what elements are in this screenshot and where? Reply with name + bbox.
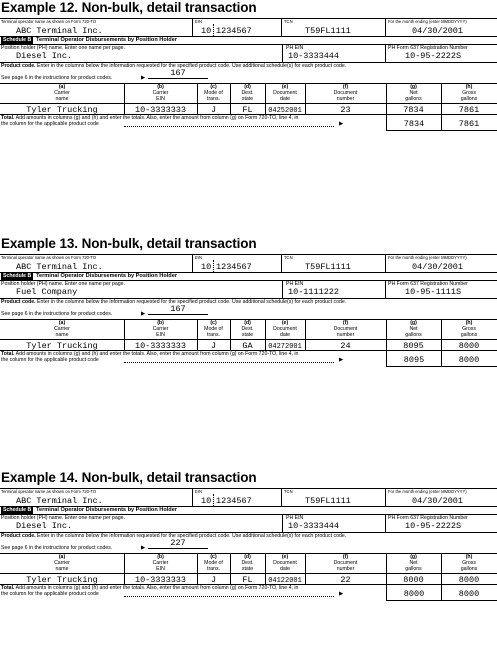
position-holder-value: Diesel Inc. xyxy=(16,521,73,531)
position-holder-value: Diesel Inc. xyxy=(16,51,73,61)
arrow-icon: ▶ xyxy=(339,591,344,597)
dot-leader xyxy=(124,126,334,127)
column-letter: (a) xyxy=(58,554,66,560)
terminal-operator-label: Terminal operator name as shown on Form 720-TO xyxy=(1,19,97,24)
column-label-line2: name xyxy=(55,96,69,102)
column-label-line2: trans. xyxy=(207,332,220,338)
column-label-line2: gallons xyxy=(460,566,478,572)
column-label-line2: number xyxy=(336,332,355,338)
column-letter: (f) xyxy=(342,84,349,90)
rule xyxy=(0,573,497,574)
terminal-operator-value: ABC Terminal Inc. xyxy=(16,262,103,272)
example-title: Example 14. Non-bulk, detail transaction xyxy=(1,470,257,485)
column-header xyxy=(230,554,265,572)
column-header xyxy=(441,84,497,102)
total-bold: Total. xyxy=(1,351,15,357)
ein-separator xyxy=(213,494,214,506)
doc-date-cell: 04122001 xyxy=(268,577,302,585)
ein-separator xyxy=(213,260,214,272)
product-code-value: 167 xyxy=(170,68,186,78)
product-code-value: 227 xyxy=(170,538,186,548)
carrier-ein-cell: 10-3333333 xyxy=(134,575,186,585)
tcn-value: T59FL1111 xyxy=(305,262,351,272)
column-label-line1: Carrier xyxy=(54,90,70,96)
example-title: Example 12. Non-bulk, detail transaction xyxy=(1,0,257,15)
rule xyxy=(386,600,497,601)
column-letter: (c) xyxy=(210,320,217,326)
column-label-line2: state xyxy=(241,566,254,572)
divider xyxy=(385,488,386,506)
mode-cell: J xyxy=(210,341,217,351)
column-label-line2: state xyxy=(241,96,254,102)
column-letter: (g) xyxy=(410,554,417,560)
column-letter: (e) xyxy=(281,320,289,326)
doc-number-cell: 22 xyxy=(340,575,351,585)
total-bold: Total. xyxy=(1,585,15,591)
column-label-line2: EIN xyxy=(156,566,165,572)
column-label-line2: gallons xyxy=(405,332,422,338)
column-letter: (b) xyxy=(157,320,164,326)
divider xyxy=(282,44,283,62)
column-letter: (d) xyxy=(244,84,251,90)
tcn-label: TCN xyxy=(284,489,293,494)
column-label-line1: Document xyxy=(333,326,358,332)
arrow-icon: ▶ xyxy=(339,357,344,363)
column-letter: (g) xyxy=(410,84,417,90)
column-label-line1: Document xyxy=(333,560,358,566)
ph-ein-label: PH EIN xyxy=(286,45,304,51)
column-label-line1: Carrier xyxy=(152,560,169,566)
column-label-line2: name xyxy=(55,566,69,572)
divider xyxy=(281,254,282,272)
example-section xyxy=(0,470,497,640)
column-label-line1: Dest. xyxy=(241,560,254,566)
schedule-title: Terminal Operator Disbursements by Position Holder xyxy=(36,507,178,513)
total-line2: the column for the applicable product code xyxy=(1,357,99,363)
gross-gallons-cell: 7861 xyxy=(458,105,480,115)
doc-date-cell: 04252001 xyxy=(268,107,302,115)
column-label-line1: Gross xyxy=(462,560,476,566)
column-label-line1: Mode of xyxy=(204,560,223,566)
column-label-line1: Mode of xyxy=(204,326,223,332)
column-header xyxy=(386,84,441,102)
divider xyxy=(192,18,193,36)
column-label-line1: Carrier xyxy=(54,326,70,332)
ph-form637-value: 10-95-1111S xyxy=(405,287,462,297)
column-header xyxy=(124,554,197,572)
carrier-name-cell: Tyler Trucking xyxy=(26,105,98,115)
column-letter: (h) xyxy=(465,320,473,326)
tcn-value: T59FL1111 xyxy=(305,26,351,36)
column-label-line1: Mode of xyxy=(204,90,223,96)
divider xyxy=(192,488,193,506)
total-line1: Add amounts in columns (g) and (h) and enter the totals. Also, enter the amount from column (g) on Form 720-TO, line 4, in xyxy=(15,585,299,591)
divider xyxy=(385,44,386,62)
column-letter: (e) xyxy=(281,554,289,560)
see-page-label: See page 6 in the instructions for product codes. xyxy=(1,75,113,81)
column-label-line1: Net xyxy=(409,326,418,332)
net-gallons-cell: 8095 xyxy=(403,341,424,351)
column-letter: (e) xyxy=(281,84,289,90)
total-line2: the column for the applicable product code xyxy=(1,591,99,597)
schedule-b-form xyxy=(0,18,497,168)
column-letter: (c) xyxy=(210,554,217,560)
column-letter: (h) xyxy=(465,554,473,560)
column-label-line1: Dest. xyxy=(241,90,254,96)
column-header xyxy=(0,554,124,572)
column-label-line1: Dest. xyxy=(241,326,254,332)
doc-number-cell: 24 xyxy=(340,341,351,351)
column-label-line2: date xyxy=(279,566,291,572)
dest-state-cell: GA xyxy=(242,341,253,351)
ph-ein-label: PH EIN xyxy=(286,515,304,521)
divider xyxy=(282,514,283,532)
ein-label: EIN xyxy=(195,255,202,260)
column-header xyxy=(230,84,265,102)
product-code-text: Enter in the columns below the information requested for the specified product code. Use additional schedule(s) for each product code. xyxy=(37,299,347,305)
divider xyxy=(281,18,282,36)
product-code-line xyxy=(148,314,208,315)
column-label-line2: date xyxy=(279,332,291,338)
divider xyxy=(385,514,386,532)
example-section xyxy=(0,236,497,406)
ein-label: EIN xyxy=(195,19,202,24)
column-label-line1: Carrier xyxy=(152,90,169,96)
column-header xyxy=(441,554,497,572)
column-label-line2: EIN xyxy=(156,96,165,102)
schedule-title: Terminal Operator Disbursements by Position Holder xyxy=(36,273,178,279)
column-label-line2: trans. xyxy=(207,566,220,572)
column-letter: (c) xyxy=(210,84,217,90)
column-label-line2: gallons xyxy=(405,96,422,102)
terminal-operator-label: Terminal operator name as shown on Form 720-TO xyxy=(1,255,97,260)
dot-leader xyxy=(124,596,334,597)
carrier-name-cell: Tyler Trucking xyxy=(26,341,98,351)
see-page-label: See page 6 in the instructions for product codes. xyxy=(1,545,113,551)
dot-leader xyxy=(124,362,334,363)
ph-form637-value: 10-95-2222S xyxy=(405,51,462,61)
product-code-line xyxy=(148,78,208,79)
month-ending-label: For the month ending (enter MMDDYYYY) xyxy=(388,489,467,494)
ph-form637-label: PH Form 637 Registration Number xyxy=(388,515,468,521)
carrier-ein-cell: 10-3333333 xyxy=(134,105,186,115)
month-ending-label: For the month ending (enter MMDDYYYY) xyxy=(388,19,467,24)
example-section xyxy=(0,0,497,170)
net-gallons-cell: 8000 xyxy=(403,575,424,585)
total-gross-gallons: 8000 xyxy=(458,355,480,365)
product-code-bold: Product code. xyxy=(1,533,36,539)
column-label-line2: gallons xyxy=(460,96,478,102)
doc-number-cell: 23 xyxy=(340,105,351,115)
product-code-value: 167 xyxy=(170,304,186,314)
schedule-badge: Schedule B xyxy=(3,273,32,279)
gross-gallons-cell: 8000 xyxy=(458,575,480,585)
position-holder-label: Position holder (PH) name. Enter one name per page. xyxy=(1,515,125,521)
column-label-line1: Net xyxy=(409,90,418,96)
schedule-badge: Schedule B xyxy=(3,37,32,43)
rule xyxy=(386,366,497,367)
column-header xyxy=(305,554,386,572)
month-ending-value: 04/30/2001 xyxy=(412,262,464,272)
ein-separator xyxy=(213,24,214,36)
column-header xyxy=(265,554,305,572)
column-letter: (b) xyxy=(157,554,164,560)
example-title: Example 13. Non-bulk, detail transaction xyxy=(1,236,257,251)
column-header xyxy=(0,84,124,102)
ein-suffix-value: 1234567 xyxy=(216,496,252,506)
ph-ein-value: 10-3333444 xyxy=(288,51,340,61)
doc-date-cell: 04272001 xyxy=(268,343,302,351)
product-code-line xyxy=(148,548,208,549)
column-header xyxy=(230,320,265,338)
product-code-text: Enter in the columns below the information requested for the specified product code. Use additional schedule(s) for each product code. xyxy=(37,533,347,539)
total-line1: Add amounts in columns (g) and (h) and enter the totals. Also, enter the amount from column (g) on Form 720-TO, line 4, in xyxy=(15,351,299,357)
rule xyxy=(386,130,497,131)
position-holder-label: Position holder (PH) name. Enter one name per page. xyxy=(1,45,125,51)
tcn-label: TCN xyxy=(284,255,293,260)
product-code-bold: Product code. xyxy=(1,63,36,69)
column-header xyxy=(265,320,305,338)
column-header xyxy=(386,320,441,338)
terminal-operator-label: Terminal operator name as shown on Form 720-TO xyxy=(1,489,97,494)
column-label-line2: EIN xyxy=(156,332,165,338)
column-label-line2: state xyxy=(241,332,254,338)
mode-cell: J xyxy=(210,105,217,115)
column-label-line1: Gross xyxy=(462,326,476,332)
month-ending-value: 04/30/2001 xyxy=(412,496,464,506)
column-letter: (d) xyxy=(244,320,251,326)
divider xyxy=(281,488,282,506)
ph-ein-label: PH EIN xyxy=(286,281,304,287)
column-label-line1: Document xyxy=(333,90,358,96)
total-net-gallons: 7834 xyxy=(403,119,425,129)
total-net-gallons: 8000 xyxy=(403,589,425,599)
column-header xyxy=(386,554,441,572)
column-label-line2: gallons xyxy=(405,566,422,572)
position-holder-value: Fuel Company xyxy=(16,287,78,297)
rule xyxy=(0,103,497,104)
column-letter: (f) xyxy=(342,554,349,560)
product-code-text: Enter in the columns below the information requested for the specified product code. Use additional schedule(s) for each product code. xyxy=(37,63,347,69)
dest-state-cell: FL xyxy=(242,105,253,115)
total-line2: the column for the applicable product code xyxy=(1,121,99,127)
arrow-icon: ▶ xyxy=(141,545,146,551)
tcn-value: T59FL1111 xyxy=(305,496,351,506)
column-label-line2: name xyxy=(55,332,69,338)
column-header xyxy=(0,320,124,338)
ph-form637-label: PH Form 637 Registration Number xyxy=(388,281,468,287)
ein-prefix-value: 10 xyxy=(201,496,212,506)
rule xyxy=(0,339,497,340)
column-letter: (b) xyxy=(157,84,164,90)
column-label-line2: date xyxy=(279,96,291,102)
column-letter: (f) xyxy=(342,320,349,326)
total-net-gallons: 8095 xyxy=(403,355,425,365)
column-label-line2: trans. xyxy=(207,96,220,102)
column-letter: (a) xyxy=(58,84,66,90)
column-letter: (d) xyxy=(244,554,251,560)
arrow-icon: ▶ xyxy=(339,121,344,127)
column-label-line1: Net xyxy=(409,560,418,566)
divider xyxy=(385,254,386,272)
column-letter: (g) xyxy=(410,320,417,326)
arrow-icon: ▶ xyxy=(141,311,146,317)
column-header xyxy=(197,320,230,338)
see-page-label: See page 6 in the instructions for product codes. xyxy=(1,311,113,317)
month-ending-label: For the month ending (enter MMDDYYYY) xyxy=(388,255,467,260)
schedule-title: Terminal Operator Disbursements by Position Holder xyxy=(36,37,178,43)
net-gallons-cell: 7834 xyxy=(403,105,424,115)
column-letter: (a) xyxy=(58,320,66,326)
ph-ein-value: 10-1111222 xyxy=(288,287,340,297)
ein-suffix-value: 1234567 xyxy=(216,26,252,36)
divider xyxy=(385,280,386,298)
total-line1: Add amounts in columns (g) and (h) and enter the totals. Also, enter the amount from column (g) on Form 720-TO, line 4, in xyxy=(15,115,299,121)
column-label-line1: Carrier xyxy=(54,560,70,566)
divider xyxy=(192,254,193,272)
schedule-b-form xyxy=(0,488,497,638)
terminal-operator-value: ABC Terminal Inc. xyxy=(16,496,103,506)
column-letter: (h) xyxy=(465,84,473,90)
column-header xyxy=(197,84,230,102)
month-ending-value: 04/30/2001 xyxy=(412,26,464,36)
ph-ein-value: 10-3333444 xyxy=(288,521,340,531)
column-label-line1: Document xyxy=(273,560,297,566)
schedule-badge: Schedule B xyxy=(3,507,32,513)
column-header xyxy=(124,320,197,338)
total-gross-gallons: 7861 xyxy=(458,119,480,129)
terminal-operator-value: ABC Terminal Inc. xyxy=(16,26,103,36)
column-label-line1: Gross xyxy=(462,90,476,96)
product-code-bold: Product code. xyxy=(1,299,36,305)
ph-form637-value: 10-95-2222S xyxy=(405,521,462,531)
column-header xyxy=(441,320,497,338)
divider xyxy=(385,18,386,36)
column-label-line1: Document xyxy=(273,326,297,332)
tcn-label: TCN xyxy=(284,19,293,24)
mode-cell: J xyxy=(210,575,217,585)
column-label-line2: gallons xyxy=(460,332,478,338)
column-label-line1: Carrier xyxy=(152,326,169,332)
schedule-b-form xyxy=(0,254,497,404)
total-bold: Total. xyxy=(1,115,15,121)
column-header xyxy=(124,84,197,102)
ein-label: EIN xyxy=(195,489,202,494)
carrier-ein-cell: 10-3333333 xyxy=(134,341,186,351)
column-header xyxy=(265,84,305,102)
divider xyxy=(282,280,283,298)
gross-gallons-cell: 8000 xyxy=(458,341,480,351)
carrier-name-cell: Tyler Trucking xyxy=(26,575,98,585)
position-holder-label: Position holder (PH) name. Enter one name per page. xyxy=(1,281,125,287)
column-header xyxy=(305,320,386,338)
column-header xyxy=(197,554,230,572)
dest-state-cell: FL xyxy=(242,575,253,585)
column-label-line1: Document xyxy=(273,90,297,96)
column-label-line2: number xyxy=(336,566,355,572)
column-label-line2: number xyxy=(336,96,355,102)
total-gross-gallons: 8000 xyxy=(458,589,480,599)
ein-prefix-value: 10 xyxy=(201,26,212,36)
arrow-icon: ▶ xyxy=(141,75,146,81)
ph-form637-label: PH Form 637 Registration Number xyxy=(388,45,468,51)
ein-prefix-value: 10 xyxy=(201,262,212,272)
column-header xyxy=(305,84,386,102)
ein-suffix-value: 1234567 xyxy=(216,262,252,272)
